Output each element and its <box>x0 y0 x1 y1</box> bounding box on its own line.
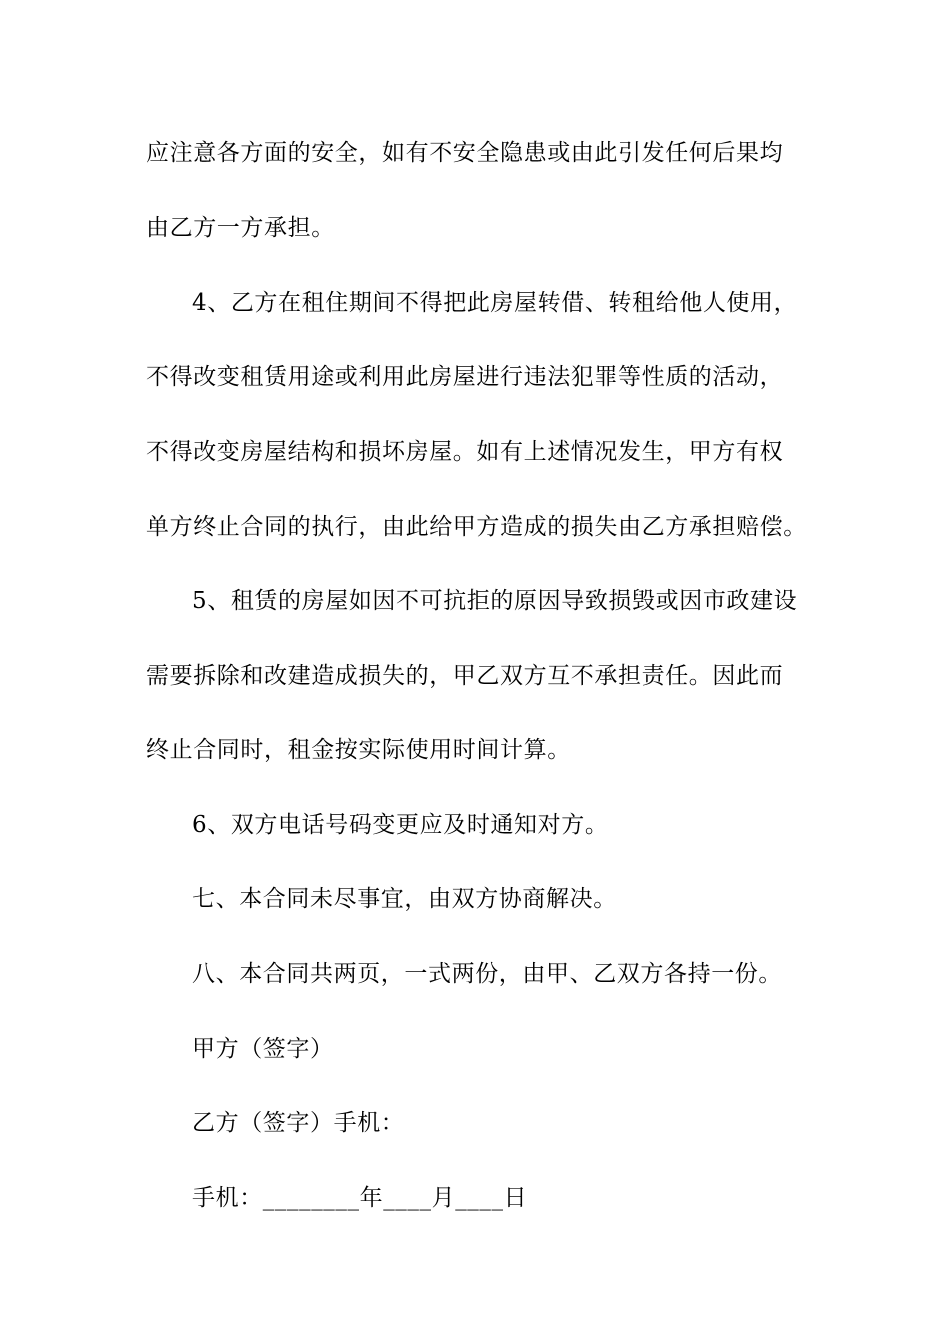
clause-5-line: 5、租赁的房屋如因不可抗拒的原因导致损毁或因市政建设 <box>192 588 798 614</box>
text-line: 不得改变房屋结构和损坏房屋。如有上述情况发生，甲方有权 <box>146 439 784 465</box>
party-a-signature-line: 甲方（签字） <box>192 1036 334 1062</box>
text-line: 终止合同时，租金按实际使用时间计算。 <box>146 737 571 763</box>
text-line: 单方终止合同的执行，由此给甲方造成的损失由乙方承担赔偿。 <box>146 514 807 540</box>
text-line: 不得改变租赁用途或利用此房屋进行违法犯罪等性质的活动， <box>146 364 784 390</box>
clause-4-line: 4、乙方在租住期间不得把此房屋转借、转租给他人使用， <box>192 290 798 316</box>
text-line: 需要拆除和改建造成损失的，甲乙双方互不承担责任。因此而 <box>146 663 784 689</box>
clause-6-line: 6、双方电话号码变更应及时通知对方。 <box>192 812 609 838</box>
clause-seven-line: 七、本合同未尽事宜，由双方协商解决。 <box>192 886 617 912</box>
clause-eight-line: 八、本合同共两页，一式两份，由甲、乙双方各持一份。 <box>192 961 782 987</box>
phone-date-line: 手机：________年____月____日 <box>192 1185 528 1211</box>
text-line: 由乙方一方承担。 <box>146 215 335 241</box>
party-b-signature-line: 乙方（签字）手机： <box>192 1110 405 1136</box>
text-line: 应注意各方面的安全，如有不安全隐患或由此引发任何后果均 <box>146 140 784 166</box>
